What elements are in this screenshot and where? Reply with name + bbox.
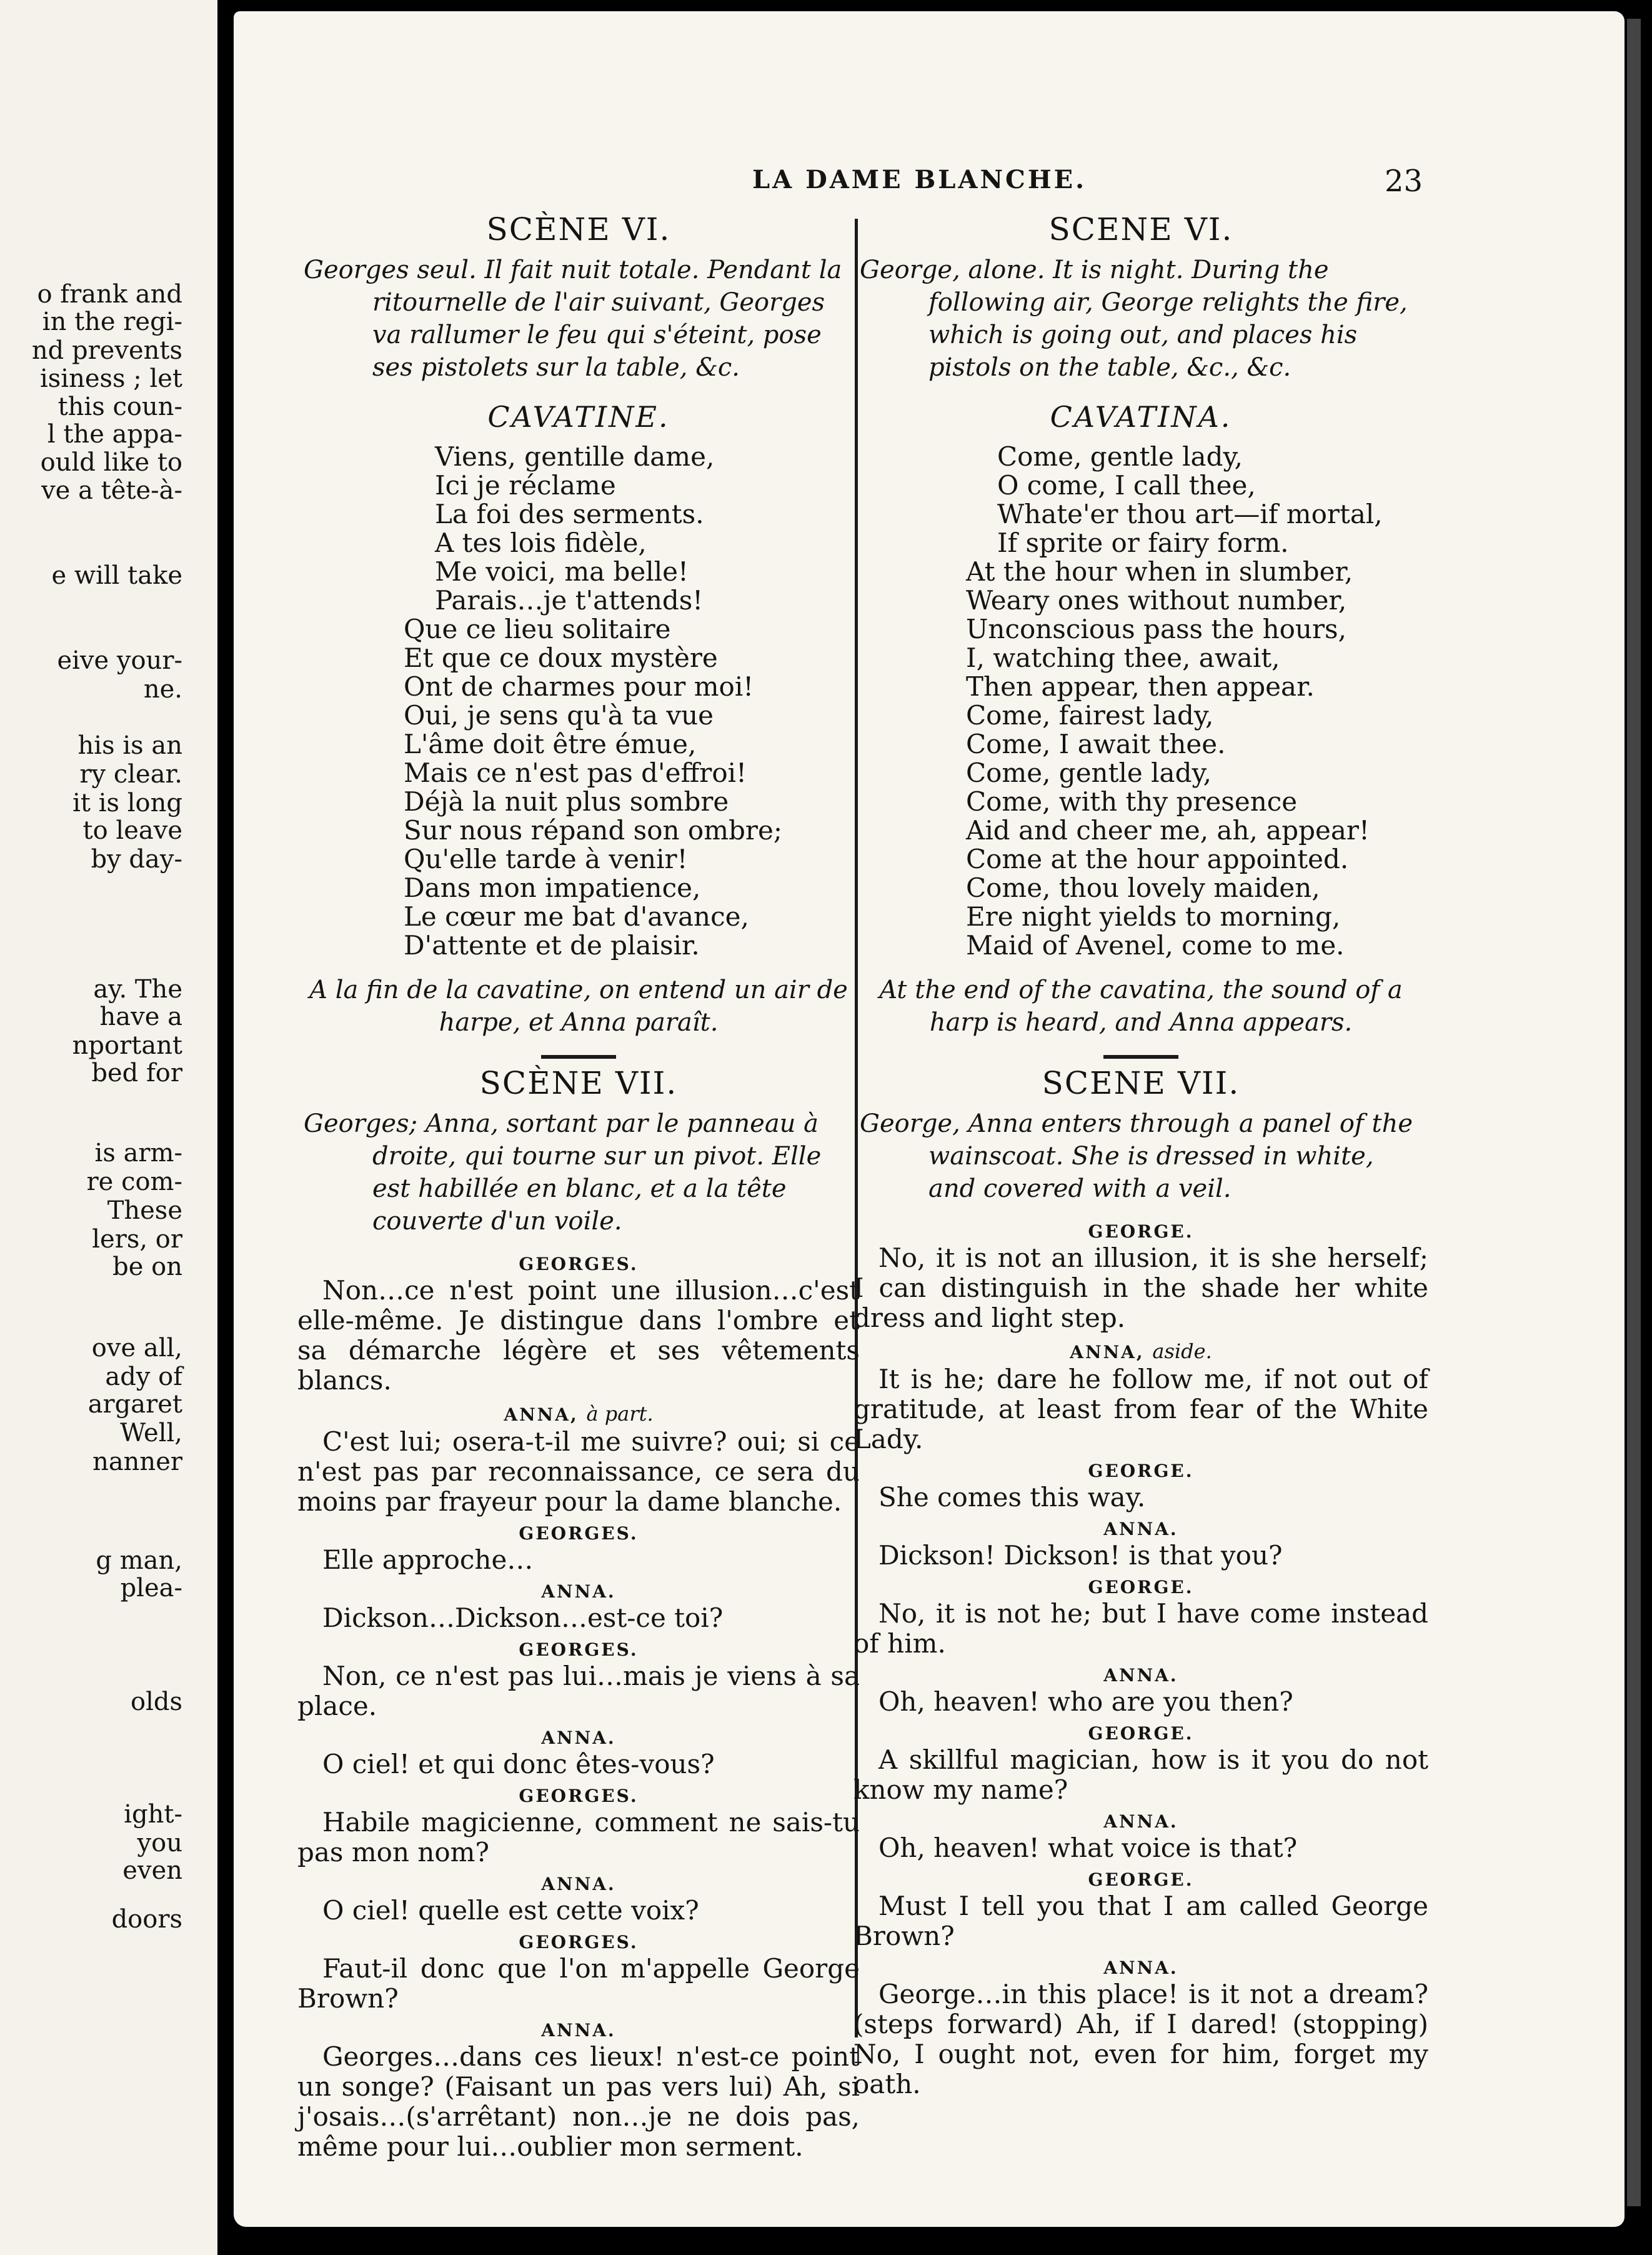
speaker-name: ANNA. bbox=[1103, 1519, 1178, 1539]
facing-page-text: nd prevents bbox=[31, 336, 182, 365]
facing-page-text: l the appa- bbox=[47, 420, 182, 449]
after-cavatina-dir-en: At the end of the cavatina, the sound of a harp is heard, and Anna appears. bbox=[879, 976, 1403, 1037]
dialogue-line: Habile magicienne, comment ne sais-tu pas mon nom? bbox=[297, 1807, 860, 1868]
running-header: LA DAME BLANCHE. bbox=[752, 165, 1087, 194]
dialogue-line: Faut-il donc que l'on m'appelle George Brown? bbox=[297, 1953, 860, 2014]
facing-page-text: even bbox=[122, 1856, 182, 1885]
verse-line: Come, with thy presence bbox=[966, 786, 1298, 817]
facing-page-text: olds bbox=[130, 1688, 182, 1716]
dialogue-line: George…in this place! is it not a dream? (steps forward) Ah, if I dared! (stopping) No, I ought not, even for him, forget my oath. bbox=[853, 1979, 1428, 2099]
dialogue-line: Elle approche… bbox=[322, 1544, 534, 1575]
speaker-label bbox=[297, 1874, 860, 1894]
speaker-name: ANNA. bbox=[1103, 1665, 1178, 1686]
facing-page-text: These bbox=[107, 1196, 182, 1225]
dialogue-line: No, it is not an illusion, it is she herself; I can distinguish in the shade her white dress and light step. bbox=[853, 1242, 1428, 1333]
speaker-label bbox=[853, 1519, 1428, 1539]
verse-line: Qu'elle tarde à venir! bbox=[404, 844, 688, 874]
speaker-label bbox=[853, 1665, 1428, 1686]
speaker-name: GEORGE. bbox=[1088, 1577, 1194, 1598]
speaker-label bbox=[297, 1402, 860, 1426]
speaker-label bbox=[297, 1932, 860, 1952]
speaker-label bbox=[297, 1786, 860, 1806]
dialogue-line: O ciel! et qui donc êtes-vous? bbox=[322, 1749, 715, 1779]
verse-line: Que ce lieu solitaire bbox=[404, 614, 671, 644]
facing-page-text: this coun- bbox=[57, 392, 182, 421]
facing-page-text: o frank and bbox=[37, 280, 182, 309]
verse-line: Ont de charmes pour moi! bbox=[404, 671, 754, 702]
dialogue-line: She comes this way. bbox=[878, 1482, 1146, 1512]
speaker-name: GEORGE. bbox=[1088, 1461, 1194, 1481]
french-column bbox=[297, 211, 860, 2166]
facing-page-text: ight- bbox=[124, 1800, 182, 1829]
scene-rule-fr bbox=[541, 1055, 616, 1059]
speaker-name: ANNA. bbox=[541, 1728, 616, 1748]
verse-line: Aid and cheer me, ah, appear! bbox=[966, 815, 1370, 846]
verse-line: Mais ce n'est pas d'effroi! bbox=[404, 758, 747, 788]
facing-page-text: is arm- bbox=[94, 1139, 182, 1168]
dialogue-line: Non…ce n'est point une illusion…c'est elle-même. Je distingue dans l'ombre et sa démarche légère et ses vêtements blancs. bbox=[297, 1275, 860, 1396]
speaker-name: ANNA. bbox=[1103, 1811, 1178, 1832]
speaker-label bbox=[853, 1221, 1428, 1242]
facing-page-text: nanner bbox=[92, 1448, 182, 1476]
facing-page-text: Well, bbox=[120, 1419, 182, 1448]
verse-line: Parais…je t'attends! bbox=[435, 585, 704, 616]
facing-page-text: e will take bbox=[51, 561, 182, 590]
dialogue-line: Non, ce n'est pas lui…mais je viens à sa place. bbox=[297, 1661, 860, 1721]
verse-line: La foi des serments. bbox=[435, 499, 704, 529]
dialogue-line: No, it is not he; but I have come instead of him. bbox=[853, 1598, 1428, 1659]
dialogue-line: Must I tell you that I am called George Brown? bbox=[853, 1891, 1428, 1951]
cavatine-title: CAVATINE. bbox=[487, 400, 670, 434]
scene-6-title-en: SCENE VI. bbox=[1048, 211, 1233, 248]
verse-line: Ici je réclame bbox=[435, 470, 616, 501]
speaker-label bbox=[853, 1869, 1428, 1890]
facing-page-text: by day- bbox=[91, 845, 182, 874]
speaker-label bbox=[853, 1811, 1428, 1832]
speaker-label bbox=[853, 1577, 1428, 1598]
speaker-name: GEORGE. bbox=[1088, 1221, 1194, 1242]
dialogue-fr bbox=[297, 1254, 860, 2162]
speaker-aside: à part. bbox=[586, 1402, 654, 1426]
speaker-label bbox=[853, 1461, 1428, 1481]
dialogue-line: Dickson! Dickson! is that you? bbox=[878, 1540, 1283, 1571]
stage-direction-6-en: George, alone. It is night. During the following air, George relights the fire, which is going out, and places his pistols on the table, &c., &c. bbox=[860, 256, 1408, 382]
verse-line: Viens, gentille dame, bbox=[435, 441, 715, 472]
dialogue-line: Dickson…Dickson…est-ce toi? bbox=[322, 1602, 724, 1633]
facing-page-text: doors bbox=[111, 1905, 182, 1934]
facing-page-text: have a bbox=[99, 1002, 182, 1031]
facing-page-text: nportant bbox=[72, 1031, 182, 1060]
verse-line: Dans mon impatience, bbox=[404, 872, 701, 903]
verse-line: D'attente et de plaisir. bbox=[404, 930, 700, 961]
speaker-name: ANNA. bbox=[1103, 1958, 1178, 1978]
facing-page-text: it is long bbox=[72, 789, 182, 818]
speaker-name: ANNA. bbox=[541, 1581, 616, 1602]
facing-page-text: plea- bbox=[120, 1574, 182, 1602]
scene-7-title-en: SCENE VII. bbox=[1042, 1065, 1240, 1101]
dialogue-line: C'est lui; osera-t-il me suivre? oui; si ce n'est pas par reconnaissance, ce sera du moins par frayeur pour la dame blanche. bbox=[297, 1426, 860, 1517]
speaker-label bbox=[853, 1339, 1428, 1363]
speaker-name: GEORGES. bbox=[519, 1786, 639, 1806]
verse-line: Déjà la nuit plus sombre bbox=[404, 786, 729, 817]
dialogue-line: O ciel! quelle est cette voix? bbox=[322, 1895, 699, 1926]
verse-line: Whate'er thou art—if mortal, bbox=[997, 499, 1383, 529]
verse-line: A tes lois fidèle, bbox=[435, 528, 647, 558]
after-cavatine-dir-fr: A la fin de la cavatine, on entend un air de harpe, et Anna paraît. bbox=[309, 976, 848, 1037]
facing-page-text: ne. bbox=[143, 675, 182, 704]
verse-line: Come, gentle lady, bbox=[997, 441, 1243, 472]
english-column bbox=[853, 211, 1428, 2103]
facing-page-text: you bbox=[137, 1829, 182, 1858]
verse-line: L'âme doit être émue, bbox=[404, 729, 697, 759]
facing-page-text: in the regi- bbox=[42, 308, 182, 336]
speaker-name: ANNA, bbox=[504, 1404, 579, 1425]
facing-page-text: ove all, bbox=[91, 1334, 182, 1362]
facing-page-text: ve a tête-à- bbox=[41, 476, 182, 505]
cavatina-verse-en bbox=[853, 442, 1428, 960]
facing-page-text: his is an bbox=[77, 731, 182, 760]
verse-line: O come, I call thee, bbox=[997, 470, 1256, 501]
verse-line: Sur nous répand son ombre; bbox=[404, 815, 783, 846]
speaker-name: GEORGE. bbox=[1088, 1723, 1194, 1744]
speaker-label bbox=[297, 2020, 860, 2041]
speaker-name: ANNA. bbox=[541, 1874, 616, 1894]
speaker-name: GEORGES. bbox=[519, 1639, 639, 1660]
speaker-label bbox=[853, 1723, 1428, 1744]
verse-line: Le cœur me bat d'avance, bbox=[404, 901, 749, 932]
cavatina-title: CAVATINA. bbox=[1050, 400, 1232, 434]
verse-line: Come, I await thee. bbox=[966, 729, 1226, 759]
facing-page-text: ady of bbox=[105, 1362, 182, 1391]
speaker-name: GEORGES. bbox=[519, 1523, 639, 1544]
facing-page-text: g man, bbox=[96, 1546, 182, 1575]
facing-page-text: eive your- bbox=[57, 646, 182, 675]
facing-page-text: to leave bbox=[82, 816, 182, 845]
verse-line: At the hour when in slumber, bbox=[966, 556, 1353, 587]
dialogue-line: Oh, heaven! who are you then? bbox=[878, 1686, 1293, 1717]
dialogue-line: A skillful magician, how is it you do not know my name? bbox=[853, 1744, 1428, 1805]
facing-page-text: re com- bbox=[86, 1168, 182, 1196]
facing-page-text: ould like to bbox=[40, 448, 182, 477]
dialogue-line: Oh, heaven! what voice is that? bbox=[878, 1832, 1298, 1863]
verse-line: Unconscious pass the hours, bbox=[966, 614, 1346, 644]
stage-direction-6-fr: Georges seul. Il fait nuit totale. Pendant la ritournelle de l'air suivant, Georges va rallumer le feu qui s'éteint, pose ses pistolets sur la table, &c. bbox=[304, 256, 842, 382]
speaker-aside: aside. bbox=[1152, 1339, 1212, 1363]
speaker-name: GEORGE. bbox=[1088, 1869, 1194, 1890]
stage-direction-7-en: George, Anna enters through a panel of the wainscoat. She is dressed in white, and covered with a veil. bbox=[860, 1109, 1413, 1203]
facing-page-text: isiness ; let bbox=[39, 364, 182, 393]
verse-line: Maid of Avenel, come to me. bbox=[966, 930, 1345, 961]
dialogue-en bbox=[853, 1221, 1428, 2099]
speaker-name: GEORGES. bbox=[519, 1254, 639, 1274]
facing-page-text: bed for bbox=[91, 1059, 182, 1088]
verse-line: Ere night yields to morning, bbox=[966, 901, 1341, 932]
speaker-label bbox=[297, 1523, 860, 1544]
facing-page-text: ry clear. bbox=[79, 760, 182, 789]
verse-line: Come, fairest lady, bbox=[966, 700, 1214, 731]
verse-line: Come at the hour appointed. bbox=[966, 844, 1349, 874]
verse-line: If sprite or fairy form. bbox=[997, 528, 1289, 558]
dialogue-line: It is he; dare he follow me, if not out of gratitude, at least from fear of the White Lady. bbox=[853, 1364, 1428, 1454]
speaker-label bbox=[297, 1254, 860, 1274]
speaker-name: ANNA, bbox=[1070, 1342, 1145, 1362]
speaker-name: GEORGES. bbox=[519, 1932, 639, 1952]
scene-rule-en bbox=[1103, 1055, 1178, 1059]
scene-7-title-fr: SCÈNE VII. bbox=[479, 1065, 678, 1101]
stage-direction-7-fr: Georges; Anna, sortant par le panneau à droite, qui tourne sur un pivot. Elle est habillée en blanc, et a la tête couverte d'un voile. bbox=[304, 1109, 822, 1236]
verse-line: Me voici, ma belle! bbox=[435, 556, 689, 587]
verse-line: Weary ones without number, bbox=[966, 585, 1347, 616]
verse-line: Et que ce doux mystère bbox=[404, 642, 718, 673]
speaker-name: ANNA. bbox=[541, 2020, 616, 2041]
cavatine-verse-fr bbox=[297, 442, 860, 960]
page-edge-shadow bbox=[1627, 19, 1641, 2206]
verse-line: I, watching thee, await, bbox=[966, 642, 1280, 673]
facing-page-text: lers, or bbox=[92, 1225, 182, 1254]
facing-page-text: be on bbox=[112, 1252, 182, 1281]
verse-line: Come, thou lovely maiden, bbox=[966, 872, 1320, 903]
speaker-label bbox=[853, 1958, 1428, 1978]
scene-6-title-fr: SCÈNE VI. bbox=[486, 211, 671, 248]
verse-line: Come, gentle lady, bbox=[966, 758, 1212, 788]
facing-page-fragment bbox=[0, 0, 217, 2255]
speaker-label bbox=[297, 1728, 860, 1748]
page-number: 23 bbox=[1385, 164, 1423, 199]
facing-page-text: argaret bbox=[87, 1390, 182, 1419]
dialogue-line: Georges…dans ces lieux! n'est-ce point un songe? (Faisant un pas vers lui) Ah, si j'osais…(s'arrêtant) non…je ne dois pas, même pour lui…oublier mon serment. bbox=[297, 2041, 860, 2162]
facing-page-text: ay. The bbox=[93, 975, 182, 1004]
speaker-label bbox=[297, 1581, 860, 1602]
verse-line: Oui, je sens qu'à ta vue bbox=[404, 700, 714, 731]
verse-line: Then appear, then appear. bbox=[966, 671, 1315, 702]
speaker-label bbox=[297, 1639, 860, 1660]
